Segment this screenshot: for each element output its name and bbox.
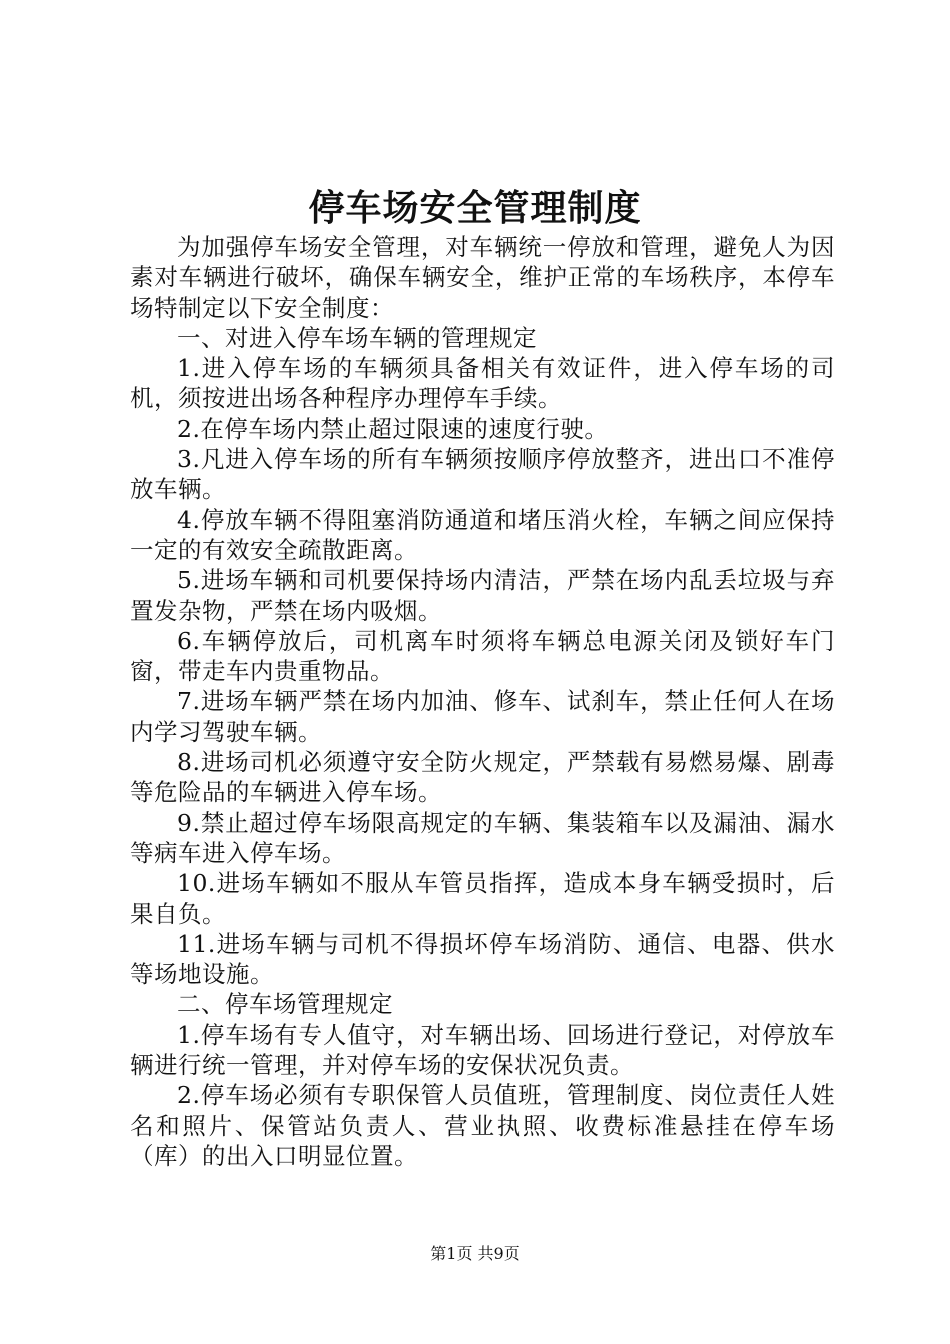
intro-paragraph: 为加强停车场安全管理，对车辆统一停放和管理，避免人为因素对车辆进行破坏，确保车辆安全，维护正常的车场秩序，本停车场特制定以下安全制度： (130, 233, 835, 322)
rule-paragraph: 3.凡进入停车场的所有车辆须按顺序停放整齐，进出口不准停放车辆。 (130, 445, 835, 504)
rule-paragraph: 7.进场车辆严禁在场内加油、修车、试刹车，禁止任何人在场内学习驾驶车辆。 (130, 687, 835, 746)
rule-paragraph: 2.停车场必须有专职保管人员值班，管理制度、岗位责任人姓名和照片、保管站负责人、营业执照、收费标准悬挂在停车场（库）的出入口明显位置。 (130, 1081, 835, 1170)
rule-paragraph: 6.车辆停放后，司机离车时须将车辆总电源关闭及锁好车门窗，带走车内贵重物品。 (130, 626, 835, 686)
rule-paragraph: 1.停车场有专人值守，对车辆出场、回场进行登记，对停放车辆进行统一管理，并对停车场的安保状况负责。 (130, 1020, 835, 1080)
document-title: 停车场安全管理制度 (308, 187, 642, 229)
page-footer: 第1页 共9页 (430, 1244, 520, 1263)
rule-paragraph: 10.进场车辆如不服从车管员指挥，造成本身车辆受损时，后果自负。 (130, 869, 835, 928)
rule-paragraph: 5.进场车辆和司机要保持场内清洁，严禁在场内乱丢垃圾与弃置发杂物，严禁在场内吸烟。 (130, 566, 835, 625)
rule-paragraph: 9.禁止超过停车场限高规定的车辆、集装箱车以及漏油、漏水等病车进入停车场。 (130, 808, 835, 867)
rule-paragraph: 11.进场车辆与司机不得损坏停车场消防、通信、电器、供水等场地设施。 (130, 929, 835, 989)
document-body (130, 232, 835, 1171)
rule-paragraph: 2.在停车场内禁止超过限速的速度行驶。 (177, 414, 609, 443)
rule-paragraph: 4.停放车辆不得阻塞消防通道和堵压消火栓，车辆之间应保持一定的有效安全疏散距离。 (130, 505, 835, 564)
section-heading-1: 一、对进入停车场车辆的管理规定 (177, 323, 537, 352)
rule-paragraph: 1.进入停车场的车辆须具备相关有效证件，进入停车场的司机，须按进出场各种程序办理停车手续。 (130, 354, 835, 413)
rule-paragraph: 8.进场司机必须遵守安全防火规定，严禁载有易燃易爆、剧毒等危险品的车辆进入停车场。 (130, 748, 835, 807)
section-heading-2: 二、停车场管理规定 (177, 990, 393, 1019)
